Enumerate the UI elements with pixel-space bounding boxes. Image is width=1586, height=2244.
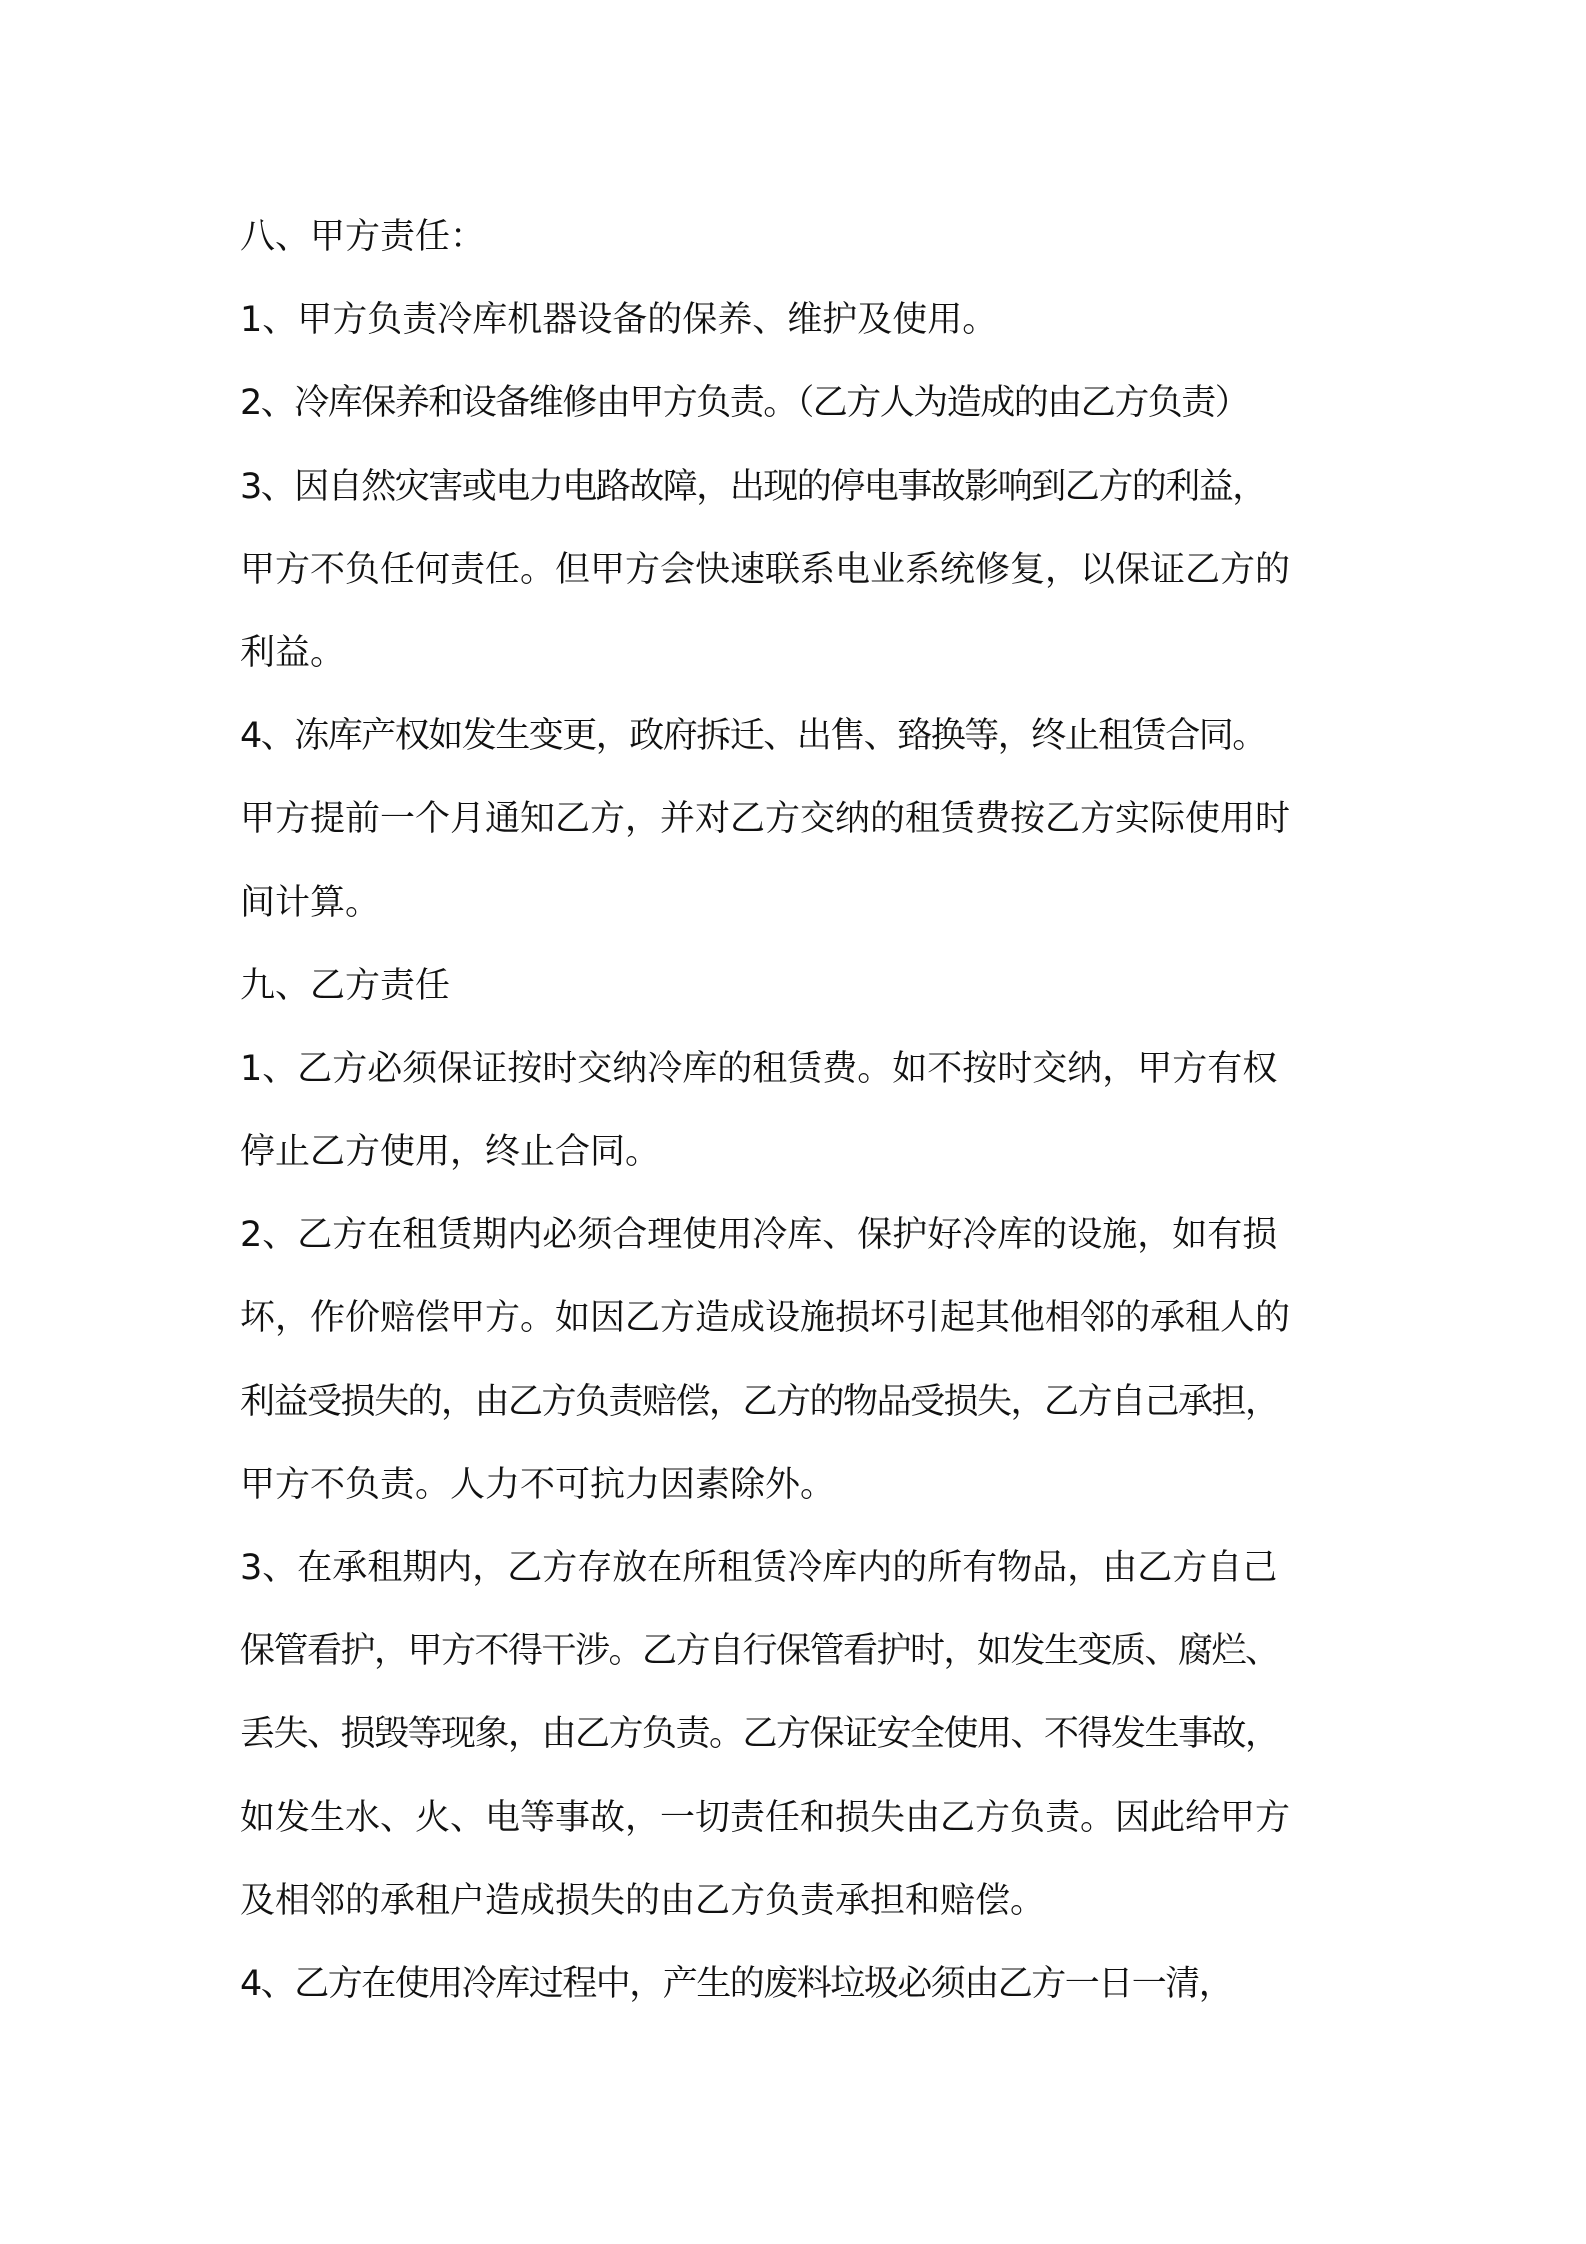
paragraph-line: 坏，作价赔偿甲方。如因乙方造成设施损坏引起其他相邻的承租人的 — [240, 1298, 1291, 1339]
paragraph-line: 丢失、损毁等现象，由乙方负责。乙方保证安全使用、不得发生事故， — [240, 1714, 1279, 1755]
document-body — [240, 196, 1380, 2026]
paragraph-line: 3、在承租期内，乙方存放在所租赁冷库内的所有物品，由乙方自己 — [240, 1548, 1278, 1588]
paragraph-line: 间计算。 — [240, 882, 381, 923]
section-heading-party-a: 八、甲方责任： — [240, 217, 486, 257]
paragraph-line: 2、冷库保养和设备维修由甲方负责。（乙方人为造成的由乙方负责） — [240, 383, 1249, 424]
paragraph-line: 利益受损失的，由乙方负责赔偿，乙方的物品受损失，乙方自己承担， — [240, 1381, 1279, 1422]
paragraph-line: 利益。 — [240, 632, 346, 673]
paragraph-line: 2、乙方在租赁期内必须合理使用冷库、保护好冷库的设施，如有损 — [240, 1215, 1278, 1256]
paragraph-line: 停止乙方使用，终止合同。 — [240, 1132, 661, 1173]
paragraph-line: 1、甲方负责冷库机器设备的保养、维护及使用。 — [240, 300, 998, 341]
section-heading-party-b: 九、乙方责任 — [240, 965, 451, 1006]
paragraph-line: 1、乙方必须保证按时交纳冷库的租赁费。如不按时交纳，甲方有权 — [240, 1048, 1278, 1089]
paragraph-line: 甲方提前一个月通知乙方，并对乙方交纳的租赁费按乙方实际使用时 — [240, 799, 1291, 840]
paragraph-line: 如发生水、火、电等事故，一切责任和损失由乙方负责。因此给甲方 — [240, 1797, 1291, 1838]
paragraph-line: 保管看护，甲方不得干涉。乙方自行保管看护时，如发生变质、腐烂、 — [240, 1631, 1279, 1672]
paragraph-line: 4、冻库产权如发生变更，政府拆迁、出售、臵换等，终止租赁合同。 — [240, 716, 1266, 757]
paragraph-line: 3、因自然灾害或电力电路故障，出现的停电事故影响到乙方的利益， — [240, 466, 1266, 507]
paragraph-line: 甲方不负任何责任。但甲方会快速联系电业系统修复，以保证乙方的 — [240, 549, 1291, 590]
paragraph-line: 4、乙方在使用冷库过程中，产生的废料垃圾必须由乙方一日一清， — [240, 1963, 1233, 2004]
paragraph-line: 甲方不负责。人力不可抗力因素除外。 — [240, 1464, 836, 1505]
paragraph-line: 及相邻的承租户造成损失的由乙方负责承担和赔偿。 — [240, 1880, 1046, 1921]
